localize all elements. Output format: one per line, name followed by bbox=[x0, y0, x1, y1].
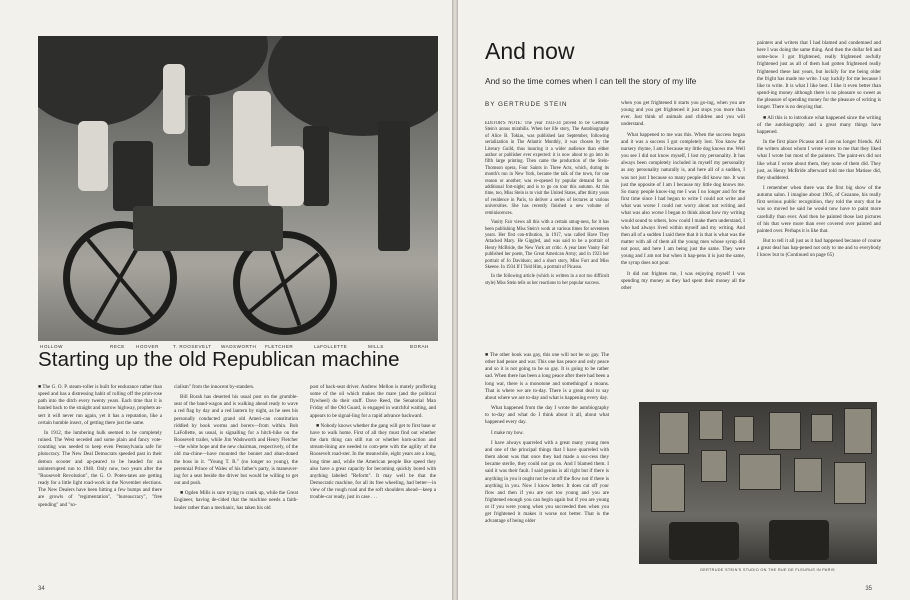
article-subtitle: And so the time comes when I can tell the story of my life bbox=[485, 76, 697, 86]
article-column-1 bbox=[38, 384, 162, 584]
paragraph: post of back-seat driver. Andrew Mellon is mutely proffering some of the oil which makes the mare (and the political flywheel) do their stuff. Dave Reed, the Senatorial Man Friday of the Old Guard, is engaged in watchful waiting, and appears to be signal-ling for a rapid advance backward. bbox=[310, 384, 436, 419]
furniture bbox=[769, 520, 829, 560]
left-page bbox=[0, 0, 452, 600]
man-figure bbox=[303, 126, 329, 206]
article-column-3 bbox=[310, 384, 436, 584]
man-figure bbox=[113, 141, 153, 211]
man-figure bbox=[188, 96, 210, 166]
paragraph: ■ Ogden Mills is sure trying to crank up, while the Great Engineer, having de-cided that the machine needs a faith-healer rather than a mechanic, has taken his old bbox=[174, 490, 298, 511]
tractor-body bbox=[133, 206, 283, 251]
paragraph: I remember when there was the first big show of the autumn salon. I imagine about 1905, of Cezanne, his really first serious public recognition, they told the story that he was so moved he said he would now have to paint more carefully than ever. And then he painted those last pictures of his that were more than ever covered over painted and painted over. Perhaps it is like that. bbox=[757, 184, 881, 234]
paragraph: ■ All this is to introduce what happened since the writing of the autobiography and a great many things have happened. bbox=[757, 114, 881, 135]
page-number: 34 bbox=[38, 586, 45, 592]
caption-name: BORAH bbox=[410, 344, 429, 349]
paragraph: painters and writers that I had blamed and condemned and here I was doing the same thing. And then the dollar fell and some-how I got frightened, really frightened awfully frightened just as all of them had gotten frightened really frightened these last years, but luckily for me being older the fright has made me write. I say luckily for me because I like to write. It is what I like best. I like it even better than spend-ing money although there is no pleasure so sweet as the pleasure of spending money for the pleasure of writing is longer. There is no denying that. bbox=[757, 40, 881, 111]
paragraph: In 1912, the lumbering hulk seemed to be completely ruined. The West seceded and some plain and fancy vote-counting was needed to keep even Pennsylvania safe for plutocracy. The New Deal Democrats speeded past in their demon scooter and ap-peared to be headed for an uninterrupted run to 1940. Only now, two years after the "Roosevelt Revolution", the G. O. Poten-tates are getting ready for a little light road-work in the November elections. The New Dealers have been hitting a few bumps and there are growls of "regimentation", "bureaucracy", "free spending" and "so- bbox=[38, 429, 162, 508]
paragraph: But to tell it all just as it had happened because of course a great deal has hap-pened not only to me and to everybody I know but to (Continued on page 65) bbox=[757, 238, 881, 259]
man-figure bbox=[268, 146, 304, 206]
man-figure bbox=[78, 121, 108, 191]
paragraph: In the following article (which is written in a not too difficult style) Miss Stein tells us her reactions to her popular success. bbox=[485, 274, 609, 286]
caption-name: HOLLOW bbox=[40, 344, 63, 349]
paragraph: What happened to me was this. When the success began and it was a success I got completely lost. You know the nursery rhyme, I am I because my little dog knows me. Well you see I did not know myself, I lost my personality. It has always been completely included in myself my personality as any personality naturally is, and here all of a sudden, I was not just I because so many people did know me. It was just the opposite of I am I because my little dog knows me. So many people know-ing me I was I no longer and for the first time since I had begun to write I could not write and what was worse I could not worry about not writing and what was also worse I began to think about how my writing would sound to others, how could I make them understand, I who had always lived within myself and my writing. And then all of a sudden I said there that it is that is what was the matter with all of them all the young men whose syrup did not pour, and here I am being just the same. They were young and I am not but when it hap-pens it is just the same, the syrup does not pour. bbox=[621, 131, 745, 267]
man-figure bbox=[378, 121, 410, 251]
man-figure bbox=[233, 91, 271, 186]
paragraph: EDITOR'S NOTE: The year 1933-34 proved to be Gertrude Stein's annus mirabilis. When her life story, The Autobiography of Alice B. Toklas, was published last September, following serialization in The Atlantic Monthly, it was chosen by the Literary Guild, thus insuring it a wider audience than either author or publisher ever expected: it is now about to go into its fifth large printing. Then came the production of the Stein-Thomson opera, Four Saints in Three Acts, which, during its month's run in New York, became the talk of the town, for one reason or another; was re-opened by popular demand for an additional fort-night; and is to go on tour this autumn. At this time, too, Miss Stein is to visit the United States, after thirty years of residence in Paris, to deliver a series of lectures at various universities. She has recently finished a new volume of reminiscences. bbox=[485, 121, 609, 216]
article-byline: BY GERTRUDE STEIN bbox=[485, 101, 568, 108]
editors-note bbox=[485, 121, 609, 346]
photo-caption: GERTRUDE STEIN'S STUDIO ON THE RUE DE FLEURUS IN PARIS bbox=[700, 568, 835, 572]
article-column-2 bbox=[621, 100, 745, 396]
paragraph: cialism" from the innocent by-standers. bbox=[174, 384, 255, 390]
caption-name: MILLS bbox=[368, 344, 384, 349]
article-column-1 bbox=[485, 352, 609, 592]
article-title: And now bbox=[485, 38, 575, 64]
paragraph: I have always quarreled with a great many young men and one of the principal things that I have quarreled with them about was that once they had made a suc-cess they became sterile, they could not go on. And I blamed them. I said it was their fault. I said genius is all right but if there is anything in you it ought not be cut off the flow not if there is anything in you. Now I know better. It does cut off your flow and then if you are not too young and you are frightened enough you can begin again but if you are young or if you were young when you succeeded then when you get frightened it makes it worse not better. That is the advantage of being older bbox=[485, 439, 609, 525]
paragraph: ■ The G. O. P. steam-roller is built for endurance rather than speed and has a distressing habit of rolling off the prim-rose path into the ditch every twenty years. Each time that it is hauled back to the straight and narrow highway, prophets as-sert it will never run again, yet it has a reputation, like a certain humble insect, of getting there just the same. bbox=[38, 384, 162, 426]
caption-name: T. ROOSEVELT bbox=[173, 344, 212, 349]
caption-name: LaFOLLETTE bbox=[314, 344, 348, 349]
paragraph: I make my bow. bbox=[491, 429, 524, 436]
caption-name: RECE bbox=[110, 344, 125, 349]
furniture bbox=[669, 522, 739, 560]
paragraph: Bill Borah has deserted his usual post on the grumble-seat of the band-wagon and is walking ahead ready to wave a red flag by day and a red lantern by night, as he sees his personally conducted grand old Ameri-can constitution riddled by book worms and borers—from within. Bob LaFollette, as usual, is signalling for a hitch-hike on the Roosevelt trailer, while Jim Wadsworth and Henry Fletcher—the white hope and the new chairman, respectively, of the old ma-chine—have mounted the bonnet and aban-doned the boss in it. "Young T. R." (no longer so young), the perennial Prince of Wales of his father's party, is maneuver-ing for a seat beside the driver but would be willing to get out and push. bbox=[174, 394, 298, 487]
paragraph: In the first place Picasso and I are no longer friends. All the writers about whom I wrote wrote to me that they liked what I wrote but most of the painters. The paint-ers did not like what I wrote about them, they none of them did. They just, as Henry McBride afterward told me that Matisse did, they shuddered. bbox=[757, 139, 881, 181]
caption-name: FLETCHER bbox=[265, 344, 294, 349]
caption-name: WADSWORTH bbox=[221, 344, 257, 349]
article-headline: Starting up the old Republican machine bbox=[38, 348, 400, 371]
article-column-2 bbox=[174, 384, 298, 584]
paragraph: What happened from the day I wrote the autobiography to to-day and what do I think about it all, about what happened every day. bbox=[485, 405, 609, 426]
paragraph: ■ Nobody knows whether the gang will get to first base or have to walk home. First of all they must find out whether the darn thing can still run or whether korn-action and stream-lining are needed to com-pete with the agility of the Roosevelt road-ster. In the meanwhile, eight years are a long, long time and, while the American people like speed they also have a great capacity for becoming quickly bored with anything labeled "Reform". It may well be that the Democratic machine, for all its free wheeling, had better—in view of the rough road and the soft shoulders ahead—keep a trouble-car ready, just in case . . . bbox=[310, 422, 436, 501]
article-column-3 bbox=[757, 40, 881, 396]
caption-name: HOOVER bbox=[136, 344, 159, 349]
tractor-photo bbox=[38, 36, 438, 341]
page-number: 35 bbox=[865, 586, 872, 592]
paragraph: ■ The other book was gay, this one will not be so gay. The other had peace and war. This one has peace and only peace and so it is not going to be so gay. It is going to be rather sad. When there has been a long peace after there had been a long war, there is a monotone and somethingof a moans. That is where we are to-day. There is a great deal to say about where we are to-day and what is happening every day. bbox=[485, 352, 609, 401]
paragraph: It did not frighten me, I was enjoying myself I was spending my money as they had spent their money all the other bbox=[621, 270, 745, 291]
paragraph: Vanity Fair views all this with a certain smug-ness, for it has been publishing Miss Stein's work at various times for seventeen years. Her first con-tribution, in 1917, was called Have They Attacked Mary. He Giggled, and was said to be a portrait of Henry McBride, the New York art critic. A year later Vanity Fair published her poem, The Great American Army; and in 1923 her portrait of Jo Davidson; and a short story, Miss Furr and Miss Skeene. In 1934 If I Told Him, a portrait of Picasso. bbox=[485, 220, 609, 270]
man-figure bbox=[163, 64, 185, 134]
paragraph: when you get frightened it starts you go-ing, when you are young and you get frightened it just stops you more than ever. Just think of animals and children and you will understand. bbox=[621, 100, 745, 128]
studio-photo bbox=[639, 402, 877, 564]
